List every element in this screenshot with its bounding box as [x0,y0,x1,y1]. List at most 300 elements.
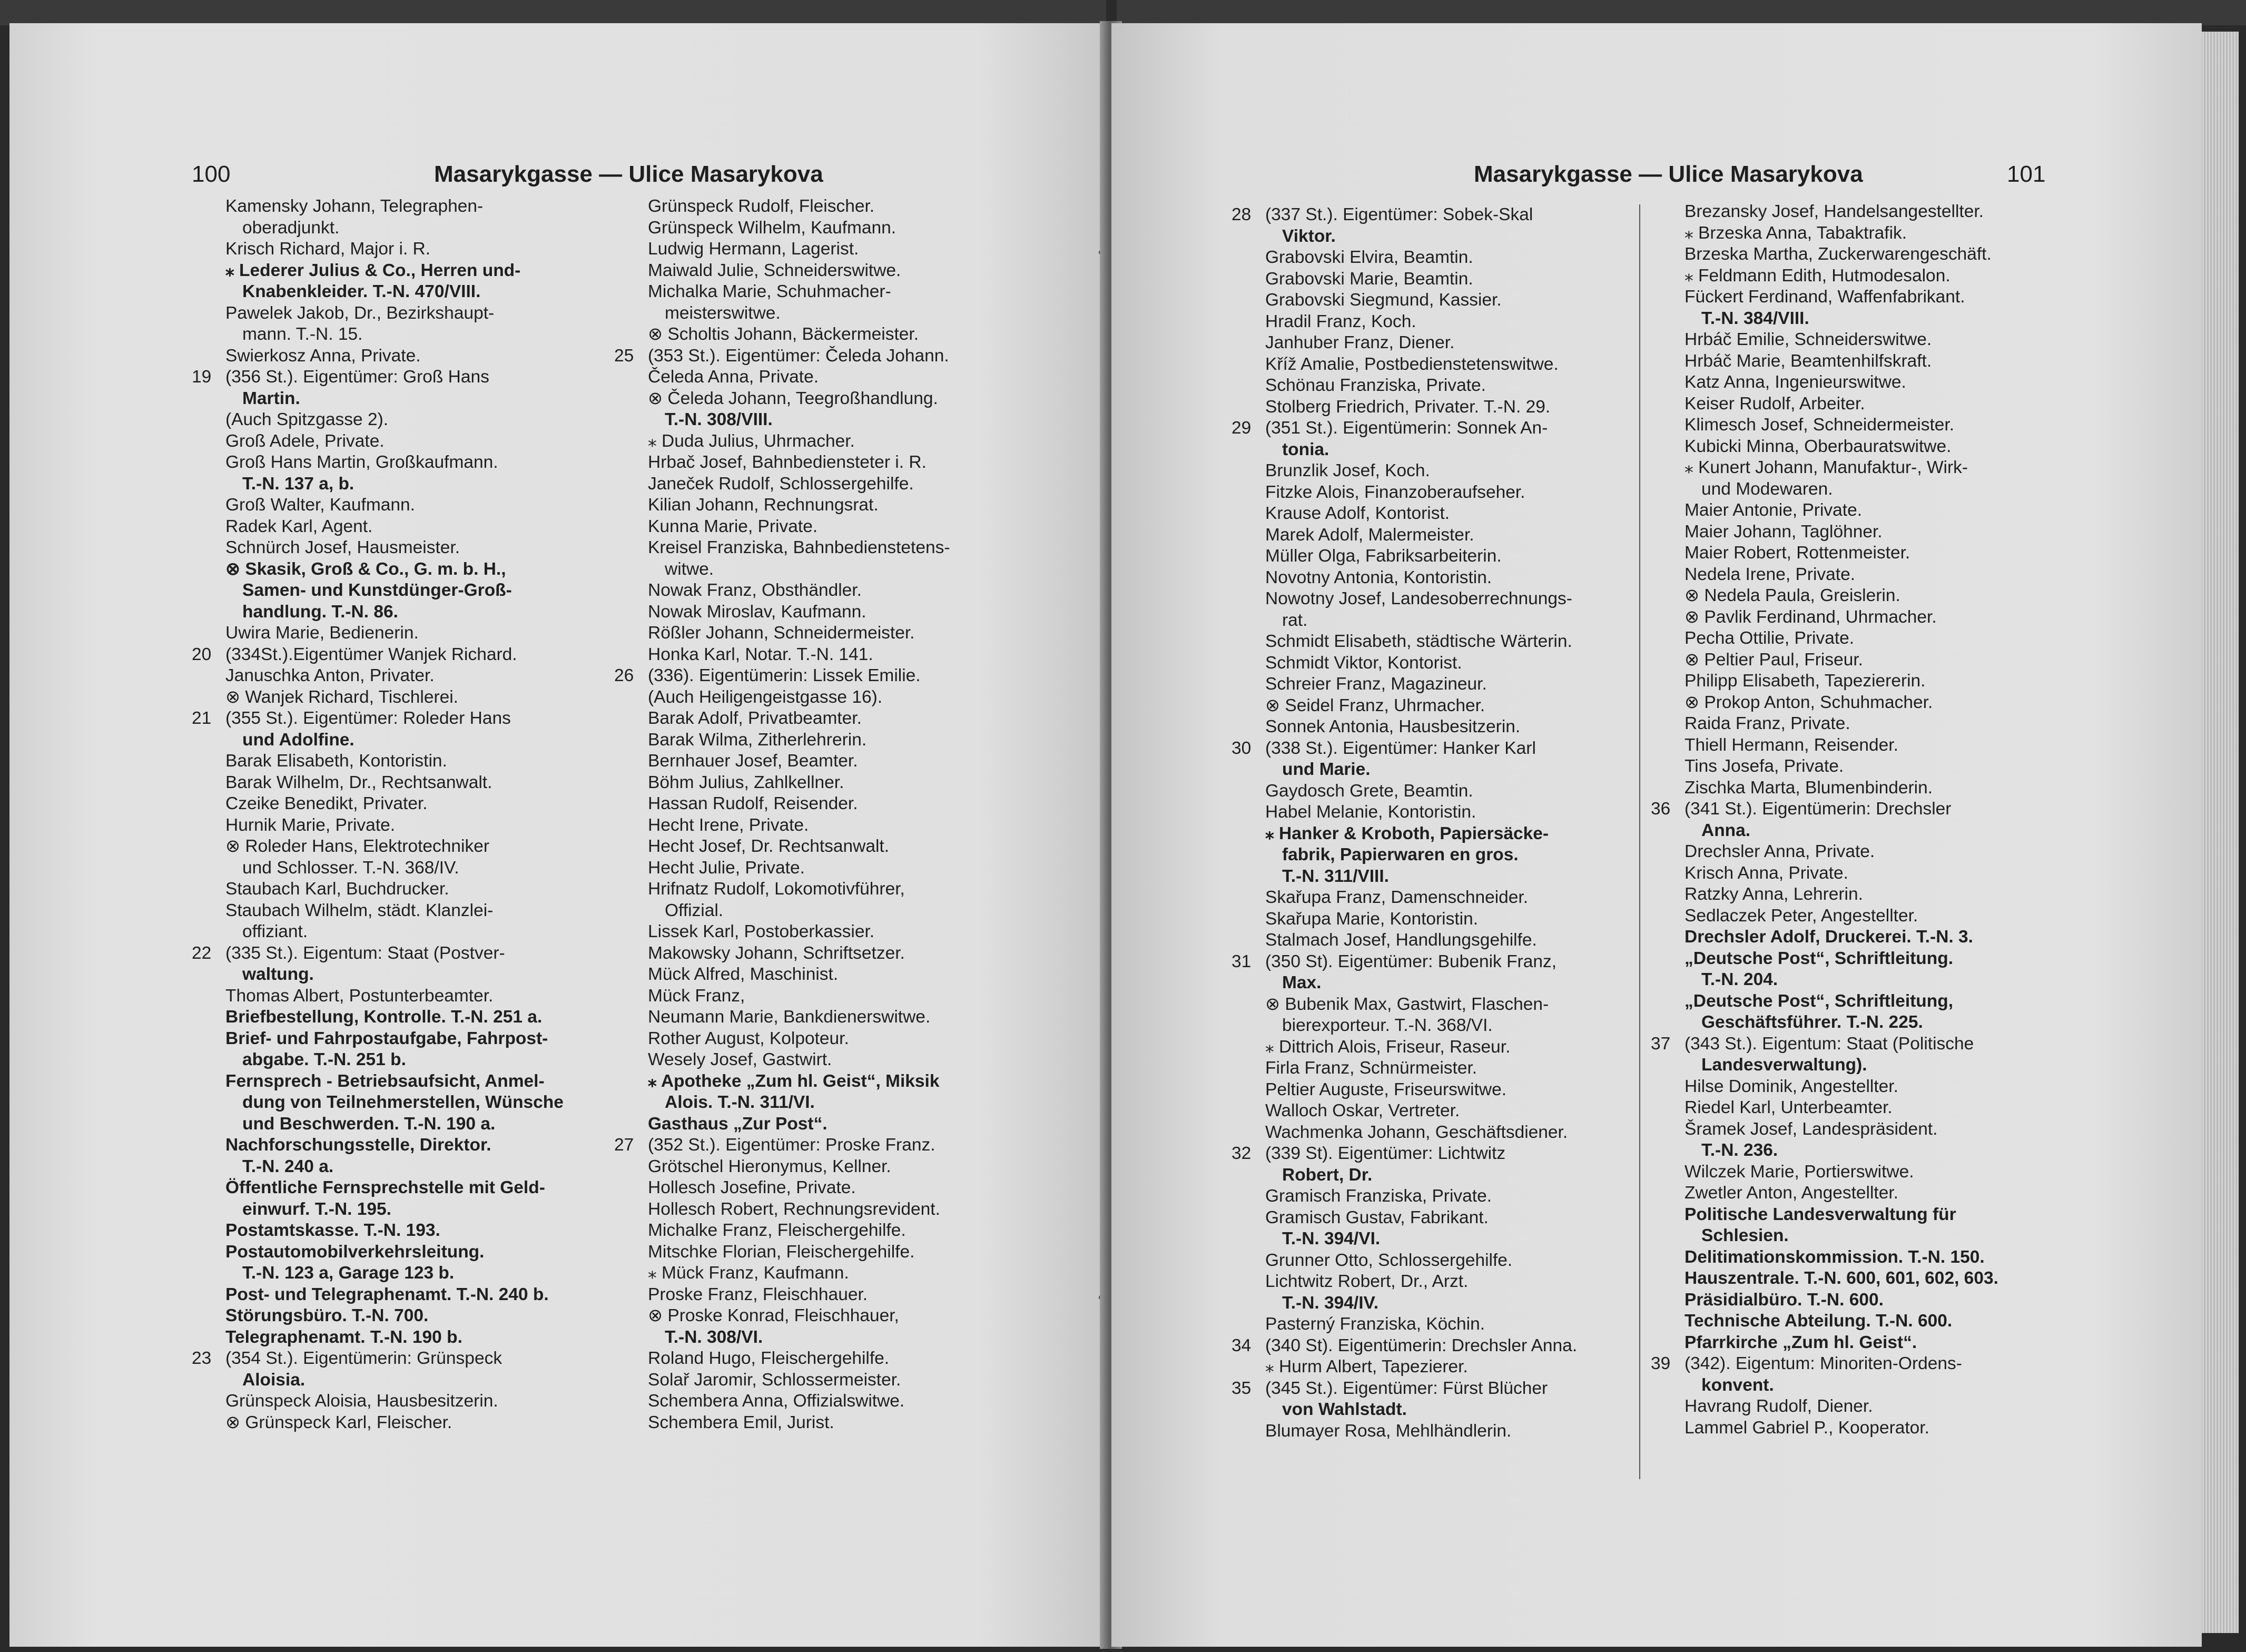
right-page-column-1 [1232,204,1578,1442]
directory-text: Zwetler Anton, Angestellter. [1684,1183,1898,1203]
house-number: 21 [192,709,212,728]
directory-text: Zischka Marta, Blumenbinderin. [1684,778,1933,798]
directory-line [648,986,950,1007]
directory-line [225,623,564,644]
directory-text: ⊗ Peltier Paul, Friseur. [1684,650,1863,670]
directory-line [225,196,564,218]
directory-text: Politische Landesverwaltung für [1684,1204,1956,1224]
directory-line [1684,223,1998,244]
directory-text: Staubach Karl, Buchdrucker. [225,879,449,899]
directory-text: ⊗ Proske Konrad, Fleischhauer, [648,1306,899,1325]
directory-line [225,1177,564,1199]
directory-line [1684,1204,1998,1226]
directory-line [225,602,564,623]
directory-line [1684,1290,1998,1311]
directory-line [1265,1356,1577,1378]
directory-line [1265,375,1577,397]
directory-text: T.-N. 394/IV. [1282,1293,1379,1313]
directory-text: handlung. T.-N. 86. [242,602,398,622]
directory-line [225,324,564,346]
directory-text: Nachforschungsstelle, Direktor. [225,1135,491,1155]
directory-line [225,1391,564,1412]
running-head-left: Masarykgasse — Ulice Masarykova [434,161,823,187]
directory-text: Maier Johann, Taglöhner. [1684,522,1883,542]
directory-text: Mitschke Florian, Fleischergehilfe. [648,1242,915,1262]
directory-line [1684,1119,1998,1140]
directory-line [225,281,564,303]
directory-text: Grunner Otto, Schlossergehilfe. [1265,1250,1513,1270]
directory-text: Groß Hans Martin, Großkaufmann. [225,453,498,472]
directory-line [1265,972,1577,994]
directory-text: (Auch Heiligengeistgasse 16). [648,687,883,707]
directory-line [648,260,950,282]
directory-text: Groß Adele, Private. [225,431,385,451]
left-page-column-2 [614,196,950,1433]
directory-line [1232,204,1577,226]
directory-text: Brezansky Josef, Handelsangestellter. [1684,202,1984,221]
directory-line [1265,311,1577,333]
directory-text: T.-N. 236. [1701,1140,1778,1160]
page-number-left: 100 [192,161,231,187]
house-number: 25 [614,346,634,366]
directory-text: Kříž Amalie, Postbedienstetenswitwe. [1265,354,1559,374]
directory-line [225,1412,564,1434]
directory-text: Rößler Johann, Schneidermeister. [648,623,915,643]
directory-text: abgabe. T.-N. 251 b. [242,1050,406,1069]
house-number: 28 [1232,205,1252,224]
directory-line [225,1028,564,1050]
directory-line [648,367,950,388]
directory-text: T.-N. 394/VI. [1282,1229,1381,1248]
directory-line [225,303,564,324]
directory-line [648,623,950,644]
directory-line [1684,1375,1998,1397]
directory-text: Delitimationskommission. T.-N. 150. [1684,1247,1985,1267]
directory-text: Kunna Marie, Private. [648,516,818,536]
directory-line [1265,1421,1577,1442]
directory-text: tonia. [1282,439,1329,459]
directory-text: ⊗ Wanjek Richard, Tischlerei. [225,687,458,707]
directory-text: Fernsprech - Betriebsaufsicht, Anmel- [225,1071,545,1091]
directory-text: ⊗ Nedela Paula, Greislerin. [1684,586,1900,605]
directory-line [225,986,564,1007]
directory-text: Thiell Hermann, Reisender. [1684,735,1898,755]
directory-text: Czeike Benedikt, Privater. [225,794,428,813]
directory-line [192,708,564,730]
directory-line [225,580,564,602]
top-edge-shadow [0,0,1106,25]
directory-text: ⁎ Hurm Albert, Tapezierer. [1265,1357,1468,1376]
directory-text: Firla Franz, Schnürmeister. [1265,1058,1477,1078]
directory-text: Müller Olga, Fabriksarbeiterin. [1265,546,1502,566]
directory-line [1265,1165,1577,1186]
directory-text: (Auch Spitzgasse 2). [225,410,389,429]
directory-line [225,239,564,260]
directory-line [614,1135,950,1156]
directory-line [1265,781,1577,802]
directory-text: Fückert Ferdinand, Waffenfabrikant. [1684,287,1965,307]
directory-line [225,1263,564,1284]
house-number: 39 [1651,1354,1671,1373]
directory-text: Robert, Dr. [1282,1165,1373,1185]
directory-text: Hrbáč Emilie, Schneiderswitwe. [1684,330,1932,349]
directory-line [225,964,564,986]
directory-text: Keiser Rudolf, Arbeiter. [1684,394,1865,414]
directory-line [614,665,950,687]
directory-line [1265,844,1577,866]
house-number: 27 [614,1135,634,1155]
house-number: 32 [1232,1144,1252,1163]
directory-line [648,1305,950,1327]
directory-text: Michalke Franz, Fleischergehilfe. [648,1221,906,1240]
directory-line [225,772,564,794]
house-number: 29 [1232,418,1252,438]
directory-line [648,1327,950,1349]
directory-line [1684,329,1998,351]
directory-text: Böhm Julius, Zahlkellner. [648,772,844,792]
directory-text: Hecht Irene, Private. [648,815,809,835]
directory-line [225,559,564,581]
directory-line [1684,948,1998,970]
directory-text: Post- und Telegraphenamt. T.-N. 240 b. [225,1284,549,1304]
directory-text: Aloisia. [242,1370,306,1390]
directory-text: Januschka Anton, Privater. [225,666,435,685]
directory-line [225,879,564,900]
directory-text: Barak Wilma, Zitherlehrerin. [648,730,867,750]
directory-text: ⁎ Feldmann Edith, Hutmodesalon. [1684,266,1951,286]
directory-text: (335 St.). Eigentum: Staat (Postver- [225,943,505,963]
directory-line [648,1263,950,1284]
directory-line [1265,1122,1577,1144]
directory-text: Rother August, Kolpoteur. [648,1028,849,1048]
directory-line [1684,266,1998,287]
directory-text: Viktor. [1282,226,1336,246]
house-number: 31 [1232,951,1252,971]
directory-line [225,1370,564,1391]
directory-text: Raida Franz, Private. [1684,714,1850,733]
directory-line [648,1049,950,1071]
directory-line [1265,994,1577,1016]
directory-line [648,858,950,879]
directory-line [648,196,950,218]
directory-line [1684,969,1998,991]
directory-line [1684,351,1998,372]
directory-line [225,665,564,687]
directory-text: Grünspeck Rudolf, Fleischer. [648,196,875,216]
directory-text: Havrang Rudolf, Diener. [1684,1397,1873,1416]
directory-text: (355 St.). Eigentümer: Roleder Hans [225,709,511,728]
directory-line [192,1348,564,1370]
directory-text: Skařupa Franz, Damenschneider. [1265,888,1529,907]
house-number: 37 [1651,1034,1671,1054]
right-page [1111,23,2202,1647]
house-number: 23 [192,1349,212,1368]
directory-line [225,1284,564,1306]
directory-line [648,793,950,815]
directory-line [225,858,564,879]
directory-line [648,1007,950,1028]
directory-line [1265,610,1577,632]
directory-line [1265,439,1577,461]
directory-text: Störungsbüro. T.-N. 700. [225,1306,429,1325]
directory-text: Hrifnatz Rudolf, Lokomotivführer, [648,879,905,899]
directory-text: Brzeska Martha, Zuckerwarengeschäft. [1684,244,1992,264]
directory-line [225,1305,564,1327]
directory-text: Wesely Josef, Gastwirt. [648,1050,832,1069]
directory-text: Skařupa Marie, Kontoristin. [1265,909,1479,929]
directory-text: Öffentliche Fernsprechstelle mit Geld- [225,1178,545,1197]
directory-line [1265,759,1577,781]
directory-text: Blumayer Rosa, Mehlhändlerin. [1265,1421,1512,1441]
directory-text: und Adolfine. [242,730,354,750]
directory-text: Martin. [242,388,300,408]
directory-line [225,409,564,431]
directory-line [1684,244,1998,266]
directory-line [648,409,950,431]
directory-text: Offizial. [665,900,724,920]
directory-line [1684,778,1998,799]
directory-text: Bernhauer Josef, Beamter. [648,751,858,771]
directory-text: Hauszentrale. T.-N. 600, 601, 602, 603. [1684,1268,1998,1288]
column-rule [1639,204,1640,1479]
directory-line [1684,1311,1998,1332]
directory-line [1684,543,1998,564]
directory-line [648,730,950,751]
directory-line [648,1177,950,1199]
directory-line [1684,1140,1998,1162]
directory-text: ⊗ Prokop Anton, Schuhmacher. [1684,692,1933,712]
directory-line [1684,692,1998,714]
directory-line [1265,460,1577,482]
directory-text: Pecha Ottilie, Private. [1684,628,1855,648]
directory-text: Novotny Antonia, Kontoristin. [1265,567,1492,587]
directory-text: (334St.).Eigentümer Wanjek Richard. [225,644,517,664]
directory-text: rat. [1282,610,1308,630]
directory-text: T.-N. 308/VI. [665,1327,763,1347]
directory-line [1684,1332,1998,1354]
directory-text: Hollesch Josefine, Private. [648,1178,856,1197]
directory-text: Čeleda Anna, Private. [648,367,819,387]
directory-line [648,1348,950,1370]
directory-line [1265,1314,1577,1335]
directory-text: (336). Eigentümerin: Lissek Emilie. [648,666,921,685]
directory-text: Sedlaczek Peter, Angestellter. [1684,906,1918,926]
directory-text: ⁎ Kunert Johann, Manufaktur-, Wirk- [1684,458,1968,477]
directory-line [225,1007,564,1028]
directory-text: „Deutsche Post“, Schriftleitung, [1684,991,1954,1011]
directory-text: Pasterný Franziska, Köchin. [1265,1314,1485,1334]
directory-text: Barak Wilhelm, Dr., Rechtsanwalt. [225,772,492,792]
directory-text: ⊗ Seidel Franz, Uhrmacher. [1265,695,1485,715]
directory-line [225,218,564,239]
directory-line [1265,631,1577,653]
directory-text: Lammel Gabriel P., Kooperator. [1684,1418,1929,1438]
directory-line [1265,1271,1577,1293]
directory-line [1265,269,1577,290]
directory-text: (338 St.). Eigentümer: Hanker Karl [1265,738,1536,758]
directory-text: Brief- und Fahrpostaufgabe, Fahrpost- [225,1028,548,1048]
directory-text: Hollesch Robert, Rechnungsrevident. [648,1199,940,1219]
directory-text: ⊗ Skasik, Groß & Co., G. m. b. H., [225,559,506,579]
directory-text: Hecht Josef, Dr. Rechtsanwalt. [648,837,890,856]
directory-line [1684,1183,1998,1204]
directory-line [1684,585,1998,607]
directory-text: Max. [1282,973,1322,992]
house-number: 22 [192,943,212,963]
directory-text: Hrbač Josef, Bahnbediensteter i. R. [648,453,927,472]
directory-text: (352 St.). Eigentümer: Proske Franz. [648,1135,935,1155]
directory-line [648,772,950,794]
directory-text: Präsidialbüro. T.-N. 600. [1684,1290,1884,1310]
directory-text: „Deutsche Post“, Schriftleitung. [1684,948,1954,968]
directory-line [1684,201,1998,223]
directory-line [1265,1100,1577,1122]
directory-line [225,537,564,559]
directory-line [648,1156,950,1178]
directory-line [1684,1012,1998,1034]
directory-line [1265,1207,1577,1229]
directory-text: Sonnek Antonia, Hausbesitzerin. [1265,717,1521,736]
directory-text: (345 St.). Eigentümer: Fürst Blücher [1265,1378,1548,1398]
directory-line [1684,713,1998,735]
directory-text: Peltier Auguste, Friseurswitwe. [1265,1079,1507,1099]
directory-line [1684,1076,1998,1098]
directory-text: Briefbestellung, Kontrolle. T.-N. 251 a. [225,1007,543,1027]
directory-line [1684,500,1998,522]
directory-line [1265,716,1577,738]
directory-line [614,346,950,367]
directory-text: Landesverwaltung). [1701,1055,1867,1075]
directory-line [648,452,950,474]
directory-text: Barak Elisabeth, Kontoristin. [225,751,447,771]
directory-line [225,1220,564,1242]
directory-text: Kilian Johann, Rechnungsrat. [648,495,879,515]
house-number: 36 [1651,799,1671,819]
directory-text: Grabovski Elvira, Beamtin. [1265,248,1473,267]
directory-line [1684,735,1998,756]
directory-line [1684,287,1998,308]
directory-line [648,964,950,986]
directory-line [648,388,950,410]
directory-text: Schreier Franz, Magazineur. [1265,674,1487,694]
directory-line [648,537,950,559]
directory-line [648,218,950,239]
directory-text: Šramek Josef, Landespräsident. [1684,1119,1938,1139]
directory-text: T.-N. 204. [1701,970,1778,989]
directory-line [1265,503,1577,525]
house-number: 19 [192,367,212,387]
directory-text: Swierkosz Anna, Private. [225,346,421,366]
directory-line [1651,1034,1998,1055]
directory-text: Hassan Rudolf, Reisender. [648,794,858,813]
directory-line [1232,418,1577,439]
directory-text: Neumann Marie, Bankdienerswitwe. [648,1007,931,1027]
directory-text: und Marie. [1282,760,1371,779]
directory-text: ⁎ Lederer Julius & Co., Herren und- [225,260,521,280]
directory-text: T.-N. 137 a, b. [242,474,354,494]
directory-text: Marek Adolf, Malermeister. [1265,525,1474,545]
directory-line [1232,1378,1577,1400]
directory-text: oberadjunkt. [242,218,340,238]
directory-text: Wilczek Marie, Portierswitwe. [1684,1162,1914,1182]
directory-text: Krisch Richard, Major i. R. [225,239,431,259]
directory-line [1265,674,1577,695]
directory-line [648,431,950,453]
directory-text: von Wahlstadt. [1282,1400,1407,1419]
directory-line [1265,802,1577,823]
directory-line [225,751,564,772]
directory-text: Schönau Franziska, Private. [1265,376,1486,395]
directory-text: und Modewaren. [1701,479,1833,499]
directory-text: Knabenkleider. T.-N. 470/VIII. [242,282,481,301]
directory-line [192,943,564,965]
directory-line [1265,930,1577,951]
directory-line [1684,628,1998,650]
directory-line [225,516,564,538]
directory-text: Grünspeck Aloisia, Hausbesitzerin. [225,1391,498,1411]
directory-text: ⊗ Grünspeck Karl, Fleischer. [225,1412,452,1432]
directory-text: Gramisch Gustav, Fabrikant. [1265,1207,1489,1227]
directory-line [225,921,564,943]
directory-line [225,474,564,495]
directory-line [1265,525,1577,546]
directory-line [1684,820,1998,842]
directory-line [225,836,564,858]
directory-line [1265,887,1577,909]
directory-text: Hradil Franz, Koch. [1265,311,1416,331]
directory-line [225,431,564,453]
directory-line [648,559,950,581]
directory-line [1265,482,1577,504]
directory-text: mann. T.-N. 15. [242,324,363,344]
directory-text: fabrik, Papierwaren en gros. [1282,845,1519,864]
directory-line [1684,1396,1998,1418]
house-number: 20 [192,644,212,664]
directory-text: Schlesien. [1701,1226,1789,1245]
directory-text: Kreisel Franziska, Bahnbedienstetens- [648,538,950,557]
directory-line [192,644,564,666]
directory-text: Roland Hugo, Fleischergehilfe. [648,1349,890,1368]
directory-text: (350 St). Eigentümer: Bubenik Franz, [1265,951,1557,971]
directory-text: waltung. [242,965,314,984]
directory-line [225,793,564,815]
directory-line [1265,695,1577,717]
directory-line [225,1156,564,1178]
directory-text: Walloch Oskar, Vertreter. [1265,1101,1460,1120]
house-number: 30 [1232,738,1252,758]
directory-line [225,1114,564,1135]
directory-line [648,687,950,709]
directory-text: Schembera Anna, Offizialswitwe. [648,1391,905,1411]
directory-text: (340 St). Eigentümerin: Drechsler Anna. [1265,1335,1578,1355]
directory-text: (337 St.). Eigentümer: Sobek-Skal [1265,205,1533,224]
directory-text: Ratzky Anna, Lehrerin. [1684,884,1863,904]
directory-line [648,900,950,922]
directory-text: ⊗ Pavlik Ferdinand, Uhrmacher. [1684,607,1937,627]
directory-line [1684,564,1998,586]
directory-line [1265,247,1577,269]
directory-text: T.-N. 240 a. [242,1156,334,1176]
house-number: 26 [614,666,634,685]
directory-line [1684,522,1998,543]
directory-text: Nowak Miroslav, Kaufmann. [648,602,866,622]
directory-text: Groß Walter, Kaufmann. [225,495,415,515]
directory-text: Schnürch Josef, Hausmeister. [225,538,460,557]
directory-line [648,751,950,772]
directory-line [1684,394,1998,415]
directory-line [1232,951,1577,973]
directory-line [1684,1225,1998,1247]
